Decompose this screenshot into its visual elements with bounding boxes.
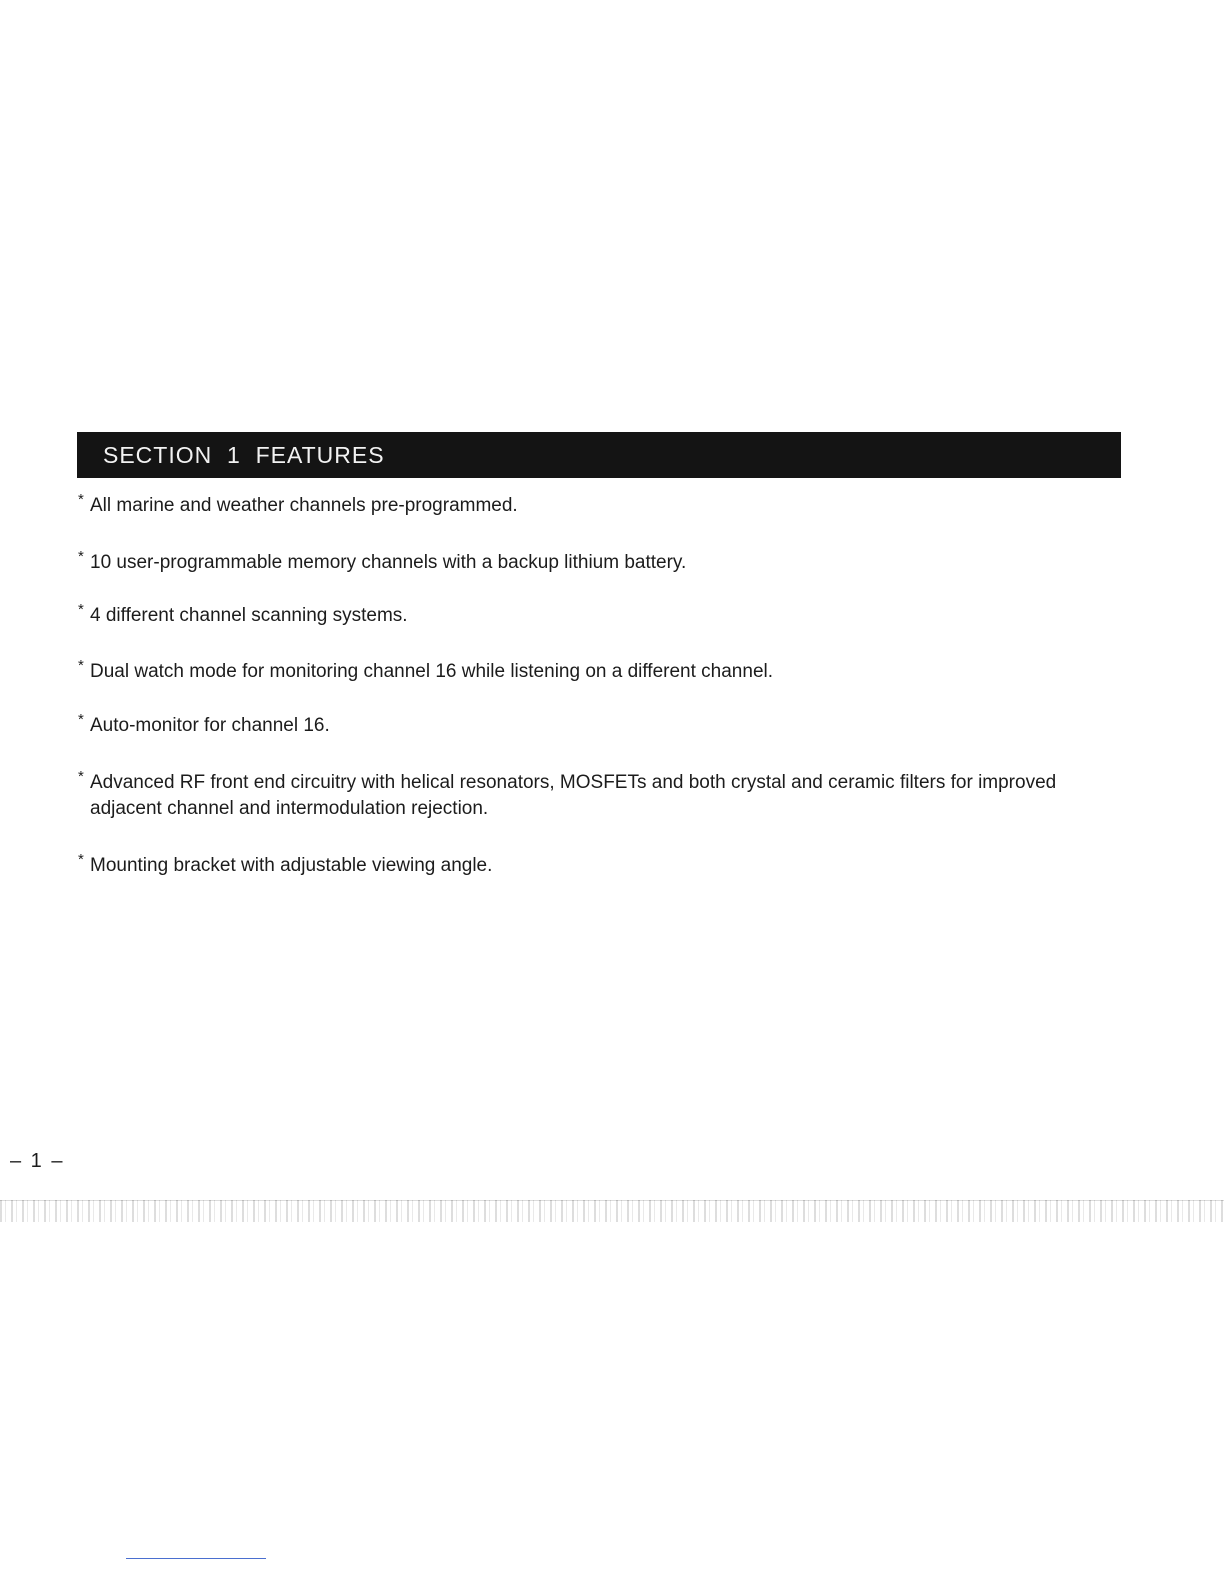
asterisk-bullet: * <box>78 601 84 618</box>
feature-item <box>78 493 518 519</box>
blue-rule <box>126 1558 266 1559</box>
feature-text: Dual watch mode for monitoring channel 16 while listening on a different channel. <box>90 661 774 682</box>
feature-item <box>78 659 773 685</box>
scan-artifact-band <box>0 1200 1224 1222</box>
feature-text: All marine and weather channels pre-programmed. <box>90 495 518 516</box>
asterisk-bullet: * <box>78 851 84 868</box>
feature-item <box>78 713 330 739</box>
section-header-bar <box>77 432 1121 478</box>
feature-item <box>78 770 1128 822</box>
feature-text: Mounting bracket with adjustable viewing angle. <box>90 855 493 876</box>
asterisk-bullet: * <box>78 491 84 508</box>
feature-item <box>78 603 408 629</box>
asterisk-bullet: * <box>78 548 84 565</box>
feature-text: Auto-monitor for channel 16. <box>90 715 330 736</box>
asterisk-bullet: * <box>78 768 84 785</box>
page-number: – 1 – <box>10 1150 65 1172</box>
feature-item <box>78 550 686 576</box>
section-title: SECTION 1 FEATURES <box>103 441 385 468</box>
feature-text: 4 different channel scanning systems. <box>90 605 408 626</box>
feature-text: 10 user-programmable memory channels with a backup lithium battery. <box>90 552 687 573</box>
asterisk-bullet: * <box>78 657 84 674</box>
asterisk-bullet: * <box>78 711 84 728</box>
feature-text: Advanced RF front end circuitry with helical resonators, MOSFETs and both crystal and ceramic filters for improved adjacent channel and intermodulation rejection. <box>90 772 1062 819</box>
feature-item <box>78 853 492 879</box>
